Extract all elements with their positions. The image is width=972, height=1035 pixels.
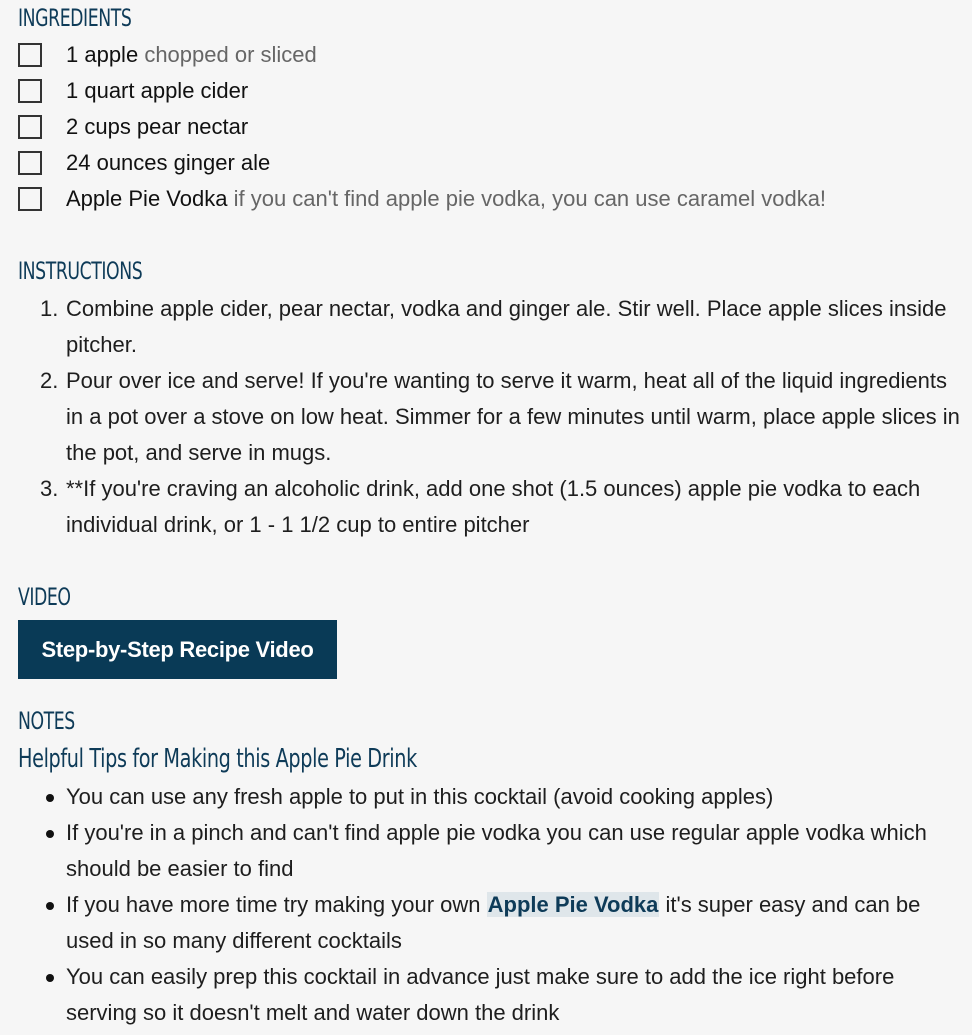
tip-text: You can use any fresh apple to put in this cocktail (avoid cooking apples) [66, 784, 774, 809]
ingredient-text [66, 40, 317, 70]
tip-item [40, 959, 960, 1031]
ingredient-name: 1 quart apple cider [66, 78, 249, 103]
ingredient-text [66, 112, 248, 142]
ingredient-item[interactable] [18, 148, 948, 178]
ingredient-checkbox[interactable] [18, 187, 42, 211]
ingredient-name: 2 cups pear nectar [66, 114, 249, 139]
video-heading: VIDEO [18, 583, 71, 611]
step-text: Pour over ice and serve! If you're wanting to serve it warm, heat all of the liquid ingredients in a pot over a stove on low heat. Simmer for a few minutes until warm, place apple slices in the pot, and serve in mugs. [66, 368, 960, 465]
ingredient-note: chopped or sliced [144, 42, 317, 67]
ingredient-checkbox[interactable] [18, 43, 42, 67]
tip-text-before: If you have more time try making your own [66, 892, 487, 917]
notes-heading: NOTES [18, 707, 75, 735]
tip-item [40, 779, 960, 815]
step-number: 2. [40, 368, 59, 393]
ingredients-heading: INGREDIENTS [18, 4, 132, 32]
ingredient-item[interactable] [18, 40, 948, 70]
bullet-icon [46, 794, 54, 802]
ingredient-name: Apple Pie Vodka [66, 186, 228, 211]
instructions-heading: INSTRUCTIONS [18, 257, 143, 285]
step-text: Combine apple cider, pear nectar, vodka and ginger ale. Stir well. Place apple slices inside pitcher. [66, 296, 947, 357]
notes-subheading: Helpful Tips for Making this Apple Pie Drink [18, 744, 417, 774]
instruction-step [40, 471, 960, 543]
ingredient-text [66, 148, 270, 178]
tip-item [40, 815, 960, 887]
instruction-step [40, 363, 960, 471]
instructions-list [40, 291, 960, 543]
bullet-icon [46, 974, 54, 982]
tip-item [40, 887, 960, 959]
step-text: **If you're craving an alcoholic drink, add one shot (1.5 ounces) apple pie vodka to each individual drink, or 1 - 1 1/2 cup to entire pitcher [66, 476, 921, 537]
ingredient-checkbox[interactable] [18, 115, 42, 139]
apple-pie-vodka-link[interactable]: Apple Pie Vodka [487, 892, 659, 917]
instruction-step [40, 291, 960, 363]
recipe-video-button[interactable]: Step-by-Step Recipe Video [18, 620, 337, 679]
ingredient-item[interactable] [18, 112, 948, 142]
ingredient-text [66, 76, 248, 106]
tip-text: You can easily prep this cocktail in advance just make sure to add the ice right before serving so it doesn't melt and water down the drink [66, 964, 895, 1025]
ingredient-checkbox[interactable] [18, 151, 42, 175]
tips-list [40, 779, 960, 1031]
ingredient-text [66, 184, 826, 214]
ingredient-name: 24 ounces ginger ale [66, 150, 271, 175]
ingredient-note: if you can't find apple pie vodka, you can use caramel vodka! [233, 186, 827, 211]
ingredient-checkbox[interactable] [18, 79, 42, 103]
step-number: 1. [40, 296, 59, 321]
bullet-icon [46, 830, 54, 838]
ingredient-name: 1 apple [66, 42, 139, 67]
tip-text: If you're in a pinch and can't find apple pie vodka you can use regular apple vodka which should be easier to find [66, 820, 927, 881]
step-number: 3. [40, 476, 59, 501]
tip-text-after: it's super easy and can be used in so many different cocktails [66, 892, 921, 953]
ingredient-item[interactable] [18, 184, 948, 214]
ingredient-item[interactable] [18, 76, 948, 106]
bullet-icon [46, 902, 54, 910]
